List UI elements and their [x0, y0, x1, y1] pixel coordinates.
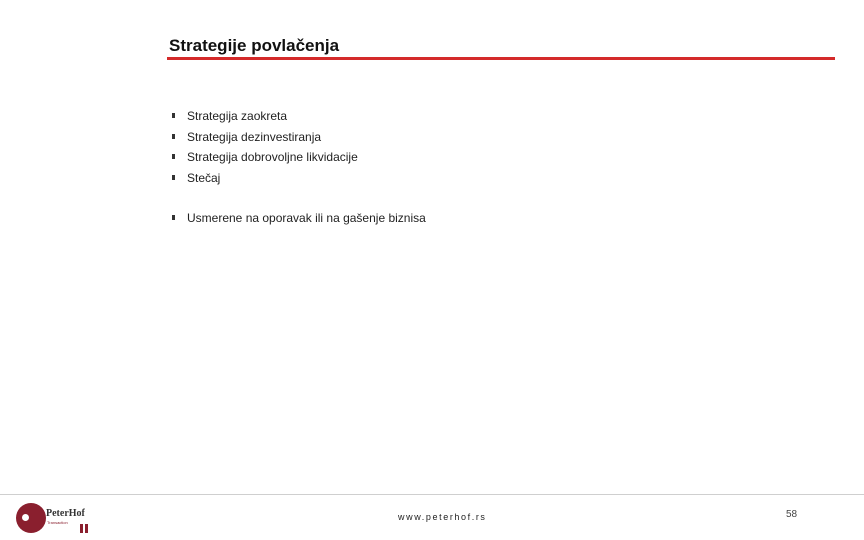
page-number: 58 [786, 509, 798, 520]
bullet-item [172, 108, 287, 124]
peterhof-logo [16, 502, 96, 532]
bullet-icon [172, 134, 175, 139]
logo-name: PeterHof [46, 508, 85, 519]
logo-tagline: Transaction [47, 520, 68, 525]
bullet-icon [172, 175, 175, 180]
slide-title: Strategije povlačenja [169, 36, 340, 55]
bullet-text: Strategija dobrovoljne likvidacije [187, 150, 358, 164]
logo-circle-icon [16, 503, 46, 533]
bullet-text: Usmerene na oporavak ili na gašenje biznisa [187, 211, 426, 225]
bullet-icon [172, 154, 175, 159]
bullet-icon [172, 215, 175, 220]
bullet-text: Stečaj [187, 171, 221, 185]
bullet-item [172, 129, 321, 145]
bullet-item [172, 170, 220, 186]
title-underline [167, 57, 835, 60]
bullet-text: Strategija dezinvestiranja [187, 130, 322, 144]
footer-divider [0, 494, 864, 495]
bullet-icon [172, 113, 175, 118]
bullet-text: Strategija zaokreta [187, 109, 288, 123]
logo-dot-icon [22, 514, 29, 521]
bullet-item [172, 149, 358, 165]
bullet-item [172, 210, 426, 226]
footer-website: www.peterhof.rs [398, 512, 487, 522]
logo-bars-icon [80, 520, 90, 538]
